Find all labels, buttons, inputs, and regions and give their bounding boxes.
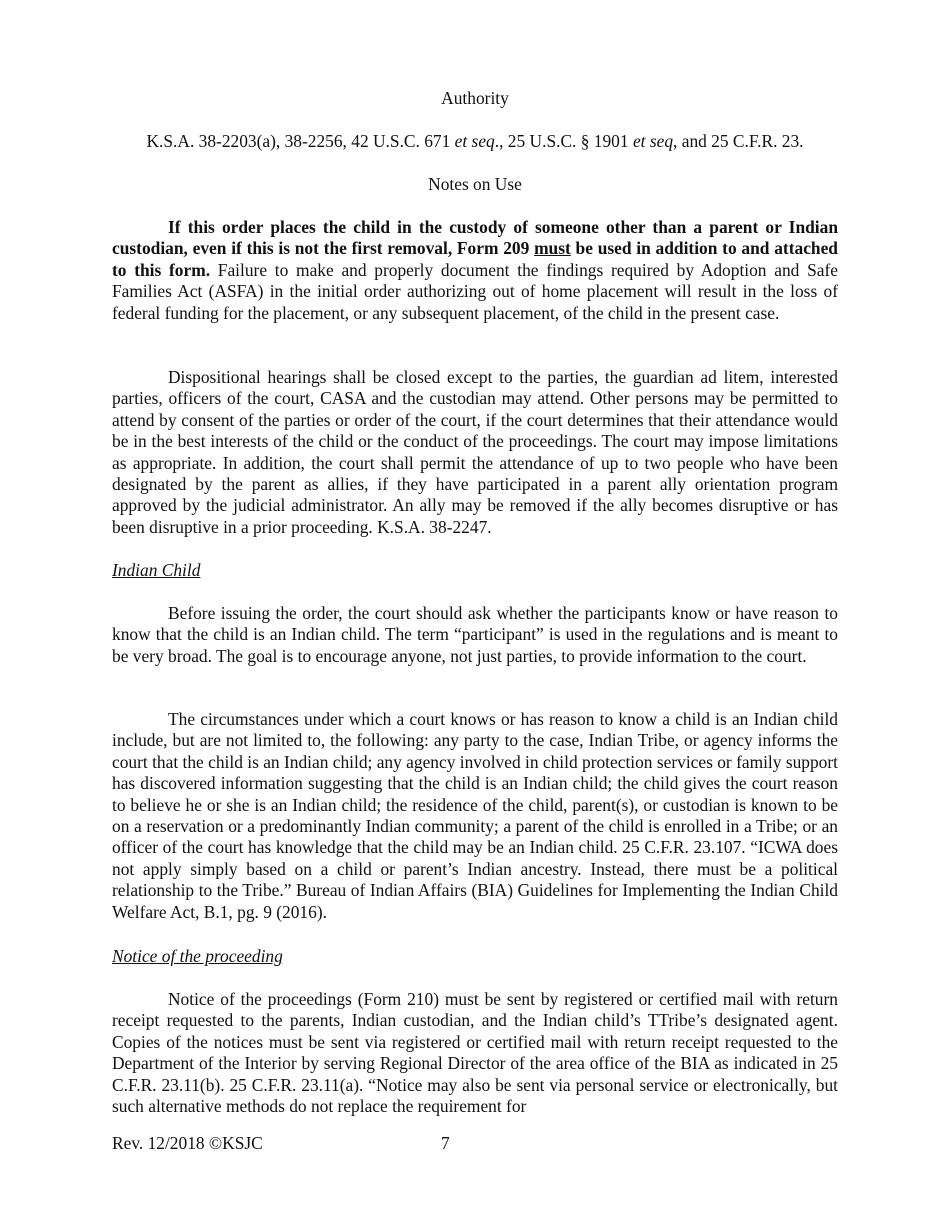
notes-must-underlined: must xyxy=(534,238,571,259)
notes-regular-text: Failure to make and properly document the findings required by Adoption and Safe Families Act (ASFA) in the initial order authorizing out of home placement will result in the loss of federal funding for the placement, or any subsequent placement, of the child in the present case. xyxy=(112,259,838,323)
dispositional-paragraph xyxy=(112,367,838,538)
notice-text: Notice of the proceedings (Form 210) must be sent by registered or certified mail with return receipt requested to the parents, Indian custodian, and the Indian child’s TTribe’s designated agent. Copies of the notices must be sent via registered or certified mail with return receipt requested to the Department of the Interior by serving Regional Director of the area office of the BIA as indicated in 25 C.F.R. 23.11(b). 25 C.F.R. 23.11(a). “Notice may also be sent via personal service or electronically, but such alternative methods do not replace the requirement for xyxy=(112,989,838,1117)
indian-child-paragraph-1 xyxy=(112,603,838,667)
citation-part-2: ., 25 U.S.C. § 1901 xyxy=(494,131,633,151)
indian-child-text-1: Before issuing the order, the court should ask whether the participants know or have reason to know that the child is an Indian child. The term “participant” is used in the regulations and is meant to be very broad. The goal is to encourage anyone, not just parties, to provide information to the court. xyxy=(112,603,838,666)
authority-citation xyxy=(112,131,838,152)
indian-child-paragraph-2 xyxy=(112,709,838,923)
notice-heading: Notice of the proceeding xyxy=(112,946,283,966)
notes-on-use-heading: Notes on Use xyxy=(428,174,522,194)
citation-part-1: K.S.A. 38-2203(a), 38-2256, 42 U.S.C. 671 xyxy=(146,131,455,151)
citation-part-3: , and 25 C.F.R. 23. xyxy=(673,131,804,151)
citation-et-seq-2: et seq xyxy=(632,131,674,151)
footer-revision: Rev. 12/2018 ©KSJC xyxy=(112,1133,263,1153)
citation-et-seq-1: et seq xyxy=(454,131,495,151)
notes-bold-part-2: be used in addition to and attached to this form. xyxy=(112,238,838,280)
notice-paragraph xyxy=(112,989,838,1117)
dispositional-text: Dispositional hearings shall be closed except to the parties, the guardian ad litem, interested parties, officers of the court, CASA and the custodian may attend. Other persons may be permitted to attend by consent of the parties or order of the court, if the court determines that their attendance would be in the best interests of the child or the conduct of the proceedings. The court may impose limitations as appropriate. In addition, the court shall permit the attendance of up to two people who have been designated by the parent as allies, if they have participated in a parent ally orientation program approved by the judicial administrator. An ally may be removed if the ally becomes disruptive or has been disruptive in a prior proceeding. K.S.A. 38-2247. xyxy=(112,367,838,537)
indian-child-text-2: The circumstances under which a court knows or has reason to know a child is an Indian child include, but are not limited to, the following: any party to the case, Indian Tribe, or agency informs the court that the child is an Indian child; any agency involved in child protection services or family support has discovered information suggesting that the child is an Indian child; the child gives the court reason to believe he or she is an Indian child; the residence of the child, parent(s), or custodian is known to be on a reservation or a predominantly Indian community; a parent of the child is enrolled in a Tribe; or an officer of the court has knowledge that the child may be an Indian child. 25 C.F.R. 23.107. “ICWA does not apply simply based on a child or parent’s Indian ancestry. Instead, there must be a political relationship to the Tribe.” Bureau of Indian Affairs (BIA) Guidelines for Implementing the Indian Child Welfare Act, B.1, pg. 9 (2016). xyxy=(112,709,838,922)
notes-paragraph xyxy=(112,217,838,324)
notes-bold-part-1: If this order places the child in the custody of someone other than a parent or Indian custodian, even if this is not the first removal, Form 209 xyxy=(112,217,838,259)
indian-child-heading: Indian Child xyxy=(112,560,201,580)
authority-title: Authority xyxy=(441,88,509,108)
footer-page-number: 7 xyxy=(441,1133,450,1153)
